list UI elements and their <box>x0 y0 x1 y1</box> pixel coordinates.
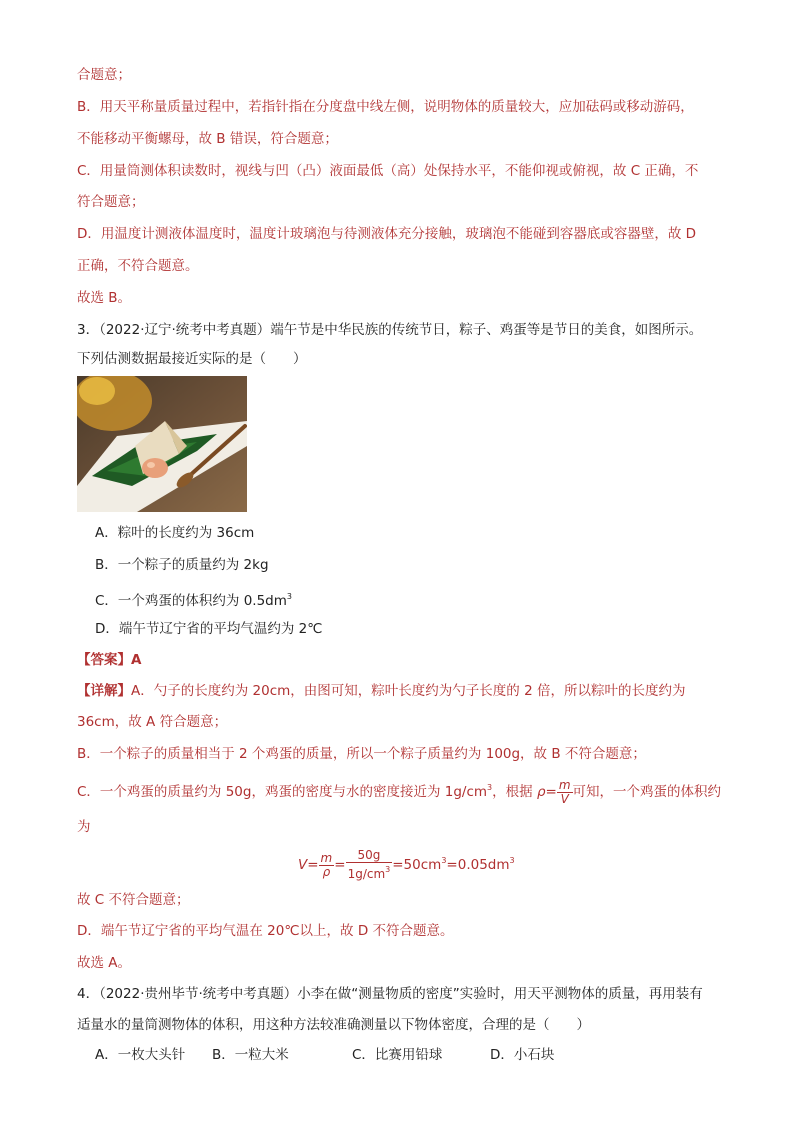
question-4-stem: 适量水的量筒测物体的体积，用这种方法较准确测量以下物体密度，合理的是（ ） <box>77 1017 590 1033</box>
option-d: D．端午节辽宁省的平均气温约为 2℃ <box>95 621 323 637</box>
detail-line: 故选 A。 <box>77 955 132 971</box>
text-line: B．用天平称量质量过程中，若指针指在分度盘中线左侧，说明物体的质量较大，应加砝码或移动游码， <box>77 99 694 115</box>
option-b: B．一粒大米 <box>212 1047 289 1063</box>
text-line: 故选 B。 <box>77 290 132 306</box>
text-line: 不能移动平衡螺母，故 B 错误，符合题意； <box>77 131 338 147</box>
detail-line: 为 <box>77 819 91 835</box>
option-b: B．一个粽子的质量约为 2kg <box>95 557 269 573</box>
question-3-stem: 3．（2022·辽宁·统考中考真题）端午节是中华民族的传统节日，粽子、鸡蛋等是节日的美食，如图所示。 <box>77 322 703 338</box>
option-a: A．粽叶的长度约为 36cm <box>95 525 255 541</box>
text-line: 合题意； <box>77 67 131 83</box>
option-d: D．小石块 <box>490 1047 555 1063</box>
option-c: C．比赛用铅球 <box>352 1047 443 1063</box>
detail-line: 36cm，故 A 符合题意； <box>77 714 228 730</box>
detail-line: 故 C 不符合题意； <box>77 892 190 908</box>
question-3-stem: 下列估测数据最接近实际的是（ ） <box>77 351 307 367</box>
detail-line: B．一个粽子的质量相当于 2 个鸡蛋的质量，所以一个粽子质量约为 100g，故 B 不符合题意； <box>77 746 646 762</box>
detail-line: 【详解】A．勺子的长度约为 20cm，由图可知，粽叶长度约为勺子长度的 2 倍，所以粽叶的长度约为 <box>77 683 686 699</box>
text-line: D．用温度计测液体温度时，温度计玻璃泡与待测液体充分接触，玻璃泡不能碰到容器底或容器壁，故 D <box>77 226 697 242</box>
text-line: C．用量筒测体积读数时，视线与凹（凸）液面最低（高）处保持水平，不能仰视或俯视，故 C 正确，不 <box>77 163 699 179</box>
fraction: $\frac{m}{V}$ <box>558 777 571 806</box>
detail-line: D．端午节辽宁省的平均气温在 20℃以上，故 D 不符合题意。 <box>77 923 454 939</box>
option-a: A．一枚大头针 <box>95 1047 186 1063</box>
answer-label: 【答案】A <box>77 652 142 668</box>
detail-line-density: C．一个鸡蛋的质量约为 50g，鸡蛋的密度与水的密度接近为 $1g/cm^3$，根据 ρ= $\frac{m}{V}$ 可知，一个鸡蛋的体积约 <box>77 777 722 806</box>
equation: V= $\frac{m}{\rho}$ = $\frac{50g}{1g/cm^3}$ $=50cm^3=0.05dm^3$ <box>298 848 515 881</box>
text-line: 符合题意； <box>77 194 145 210</box>
question-4-stem: 4．（2022·贵州毕节·统考中考真题）小李在做“测量物质的密度”实验时，用天平测物体的质量，再用装有 <box>77 986 703 1002</box>
option-c: C．一个鸡蛋的体积约为 $0.5dm^3$ <box>95 592 293 609</box>
zongzi-egg-photo <box>77 376 247 512</box>
text-line: 正确，不符合题意。 <box>77 258 199 274</box>
